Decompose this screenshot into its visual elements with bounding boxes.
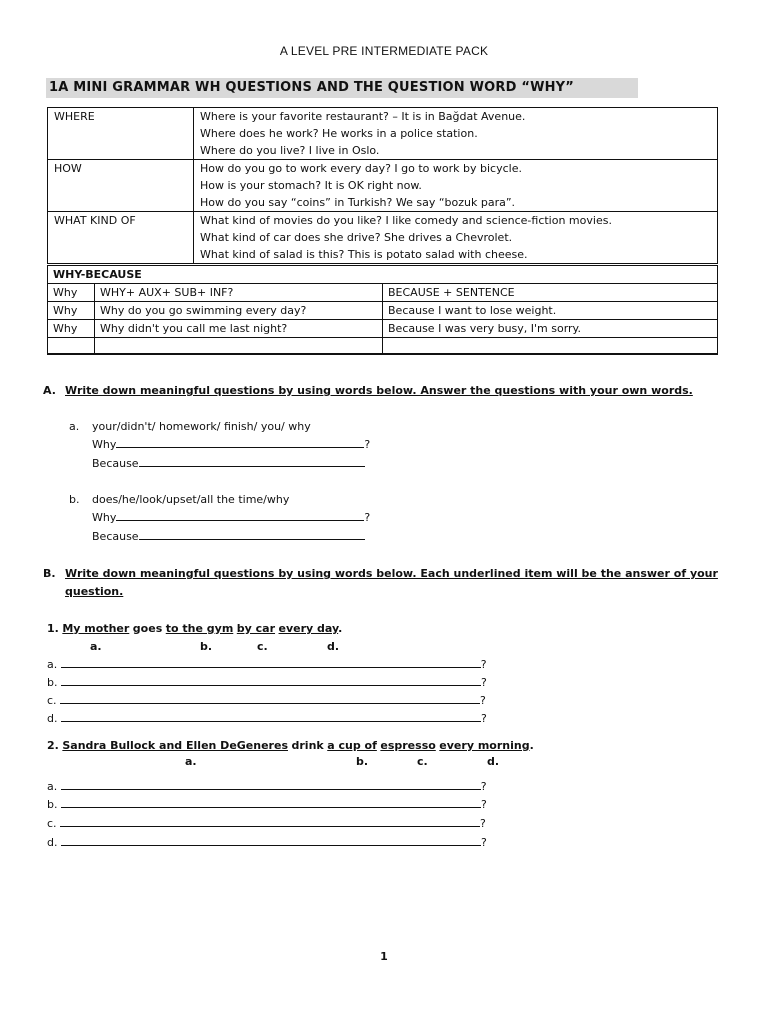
underlined-part: My mother <box>62 622 130 635</box>
question-2-sentence <box>47 737 534 755</box>
marker-b: b. <box>356 755 369 768</box>
question-mark: ? <box>480 798 487 811</box>
answer-blank[interactable] <box>61 796 481 808</box>
why-because-table <box>47 283 718 355</box>
answer-label: c. <box>47 694 57 707</box>
wh-examples <box>194 160 718 212</box>
example-line: Where do you live? I live in Oslo. <box>200 144 380 157</box>
table-cell: Why <box>48 284 95 302</box>
underlined-part: by car <box>236 622 276 635</box>
answer-blank[interactable] <box>61 710 481 722</box>
example-line: How do you say “coins” in Turkish? We say “bozuk para”. <box>200 196 516 209</box>
table-cell: Why do you go swimming every day? <box>95 302 383 320</box>
why-answer-line[interactable] <box>92 509 370 527</box>
item-label: b. <box>69 493 80 506</box>
answer-label: d. <box>47 836 58 849</box>
table-cell: Why <box>48 302 95 320</box>
period: . <box>338 622 343 635</box>
table-row <box>48 212 718 264</box>
question-number: 2. <box>47 739 59 752</box>
because-label: Because <box>92 457 139 470</box>
marker-b: b. <box>200 640 213 653</box>
answer-line[interactable] <box>47 834 487 852</box>
underlined-part: Sandra Bullock and Ellen DeGeneres <box>62 739 288 752</box>
table-cell: Because I want to lose weight. <box>383 302 718 320</box>
marker-d: d. <box>487 755 500 768</box>
section-b-instruction <box>65 565 725 583</box>
example-line: What kind of movies do you like? I like comedy and science-fiction movies. <box>200 214 612 227</box>
answer-line[interactable] <box>47 710 487 728</box>
answer-label: d. <box>47 712 58 725</box>
marker-c: c. <box>417 755 428 768</box>
marker-d: d. <box>327 640 340 653</box>
question-mark: ? <box>364 511 371 524</box>
period: . <box>529 739 534 752</box>
question-mark: ? <box>480 694 486 707</box>
example-line: What kind of car does she drive? She drives a Chevrolet. <box>200 231 513 244</box>
marker-c: c. <box>257 640 268 653</box>
section-a-instruction <box>65 382 725 400</box>
question-1-sentence <box>47 620 342 638</box>
section-b-instruction-2 <box>65 583 123 601</box>
answer-label: b. <box>47 676 58 689</box>
table-cell <box>48 338 95 355</box>
table-cell: BECAUSE + SENTENCE <box>383 284 718 302</box>
underlined-part: to the gym <box>165 622 234 635</box>
wh-term: WHERE <box>48 108 194 160</box>
answer-blank[interactable] <box>139 455 365 467</box>
wh-examples <box>194 212 718 264</box>
wh-questions-table <box>47 107 718 264</box>
table-cell <box>95 338 383 355</box>
question-number: 1. <box>47 622 59 635</box>
section-a-instruction-text: Write down meaningful questions by using words below. Answer the questions with your own words. <box>65 384 693 397</box>
underlined-part: espresso <box>380 739 436 752</box>
table-row <box>48 160 718 212</box>
table-row <box>48 320 718 338</box>
answer-blank[interactable] <box>61 656 481 668</box>
because-answer-line[interactable] <box>92 528 365 546</box>
answer-label: b. <box>47 798 58 811</box>
section-a-letter: A. <box>43 384 56 397</box>
table-cell: WHY+ AUX+ SUB+ INF? <box>95 284 383 302</box>
answer-blank[interactable] <box>116 436 364 448</box>
item-prompt: does/he/look/upset/all the time/why <box>92 493 290 506</box>
answer-blank[interactable] <box>61 674 481 686</box>
answer-blank[interactable] <box>116 509 364 521</box>
marker-a: a. <box>90 640 102 653</box>
section-b-instruction-line1: Write down meaningful questions by using words below. Each underlined item will be the answer of your <box>65 567 718 580</box>
answer-line[interactable] <box>47 656 487 674</box>
answer-line[interactable] <box>47 692 486 710</box>
question-mark: ? <box>480 780 487 793</box>
why-label: Why <box>92 438 117 451</box>
answer-blank[interactable] <box>61 778 481 790</box>
why-because-title: WHY-BECAUSE <box>53 268 142 281</box>
answer-line[interactable] <box>47 796 487 814</box>
example-line: How is your stomach? It is OK right now. <box>200 179 422 192</box>
page-number: 1 <box>380 950 388 963</box>
wh-term: HOW <box>48 160 194 212</box>
table-cell: Why <box>48 320 95 338</box>
question-mark: ? <box>480 712 487 725</box>
table-cell <box>383 338 718 355</box>
underlined-part: every morning <box>439 739 530 752</box>
example-line: How do you go to work every day? I go to work by bicycle. <box>200 162 522 175</box>
answer-line[interactable] <box>47 778 487 796</box>
answer-blank[interactable] <box>139 528 365 540</box>
section-b-instruction-line2: question. <box>65 585 124 598</box>
because-label: Because <box>92 530 139 543</box>
question-mark: ? <box>480 676 487 689</box>
item-label: a. <box>69 420 80 433</box>
example-line: What kind of salad is this? This is potato salad with cheese. <box>200 248 528 261</box>
plain-part: drink <box>291 739 324 752</box>
table-row <box>48 108 718 160</box>
table-row <box>48 338 718 355</box>
answer-label: c. <box>47 817 57 830</box>
why-answer-line[interactable] <box>92 436 370 454</box>
wh-term: WHAT KIND OF <box>48 212 194 264</box>
section-banner: 1A MINI GRAMMAR WH QUESTIONS AND THE QUESTION WORD “WHY” <box>46 78 638 98</box>
question-mark: ? <box>480 658 487 671</box>
question-mark: ? <box>480 836 487 849</box>
underlined-part: every day <box>278 622 339 635</box>
wh-examples <box>194 108 718 160</box>
example-line: Where does he work? He works in a police station. <box>200 127 478 140</box>
section-b-letter: B. <box>43 567 56 580</box>
item-prompt: your/didn't/ homework/ finish/ you/ why <box>92 420 311 433</box>
answer-label: a. <box>47 780 58 793</box>
page-header: A LEVEL PRE INTERMEDIATE PACK <box>279 44 489 58</box>
underlined-part: a cup of <box>327 739 377 752</box>
answer-blank[interactable] <box>60 815 480 827</box>
answer-line[interactable] <box>47 815 486 833</box>
table-cell: Because I was very busy, I'm sorry. <box>383 320 718 338</box>
answer-blank[interactable] <box>60 692 480 704</box>
plain-part: goes <box>132 622 163 635</box>
table-cell: Why didn't you call me last night? <box>95 320 383 338</box>
table-row <box>48 284 718 302</box>
why-label: Why <box>92 511 117 524</box>
answer-line[interactable] <box>47 674 487 692</box>
example-line: Where is your favorite restaurant? – It is in Bağdat Avenue. <box>200 110 526 123</box>
question-mark: ? <box>364 438 371 451</box>
question-mark: ? <box>480 817 486 830</box>
marker-a: a. <box>185 755 197 768</box>
because-answer-line[interactable] <box>92 455 365 473</box>
answer-blank[interactable] <box>61 834 481 846</box>
table-row <box>48 302 718 320</box>
answer-label: a. <box>47 658 58 671</box>
